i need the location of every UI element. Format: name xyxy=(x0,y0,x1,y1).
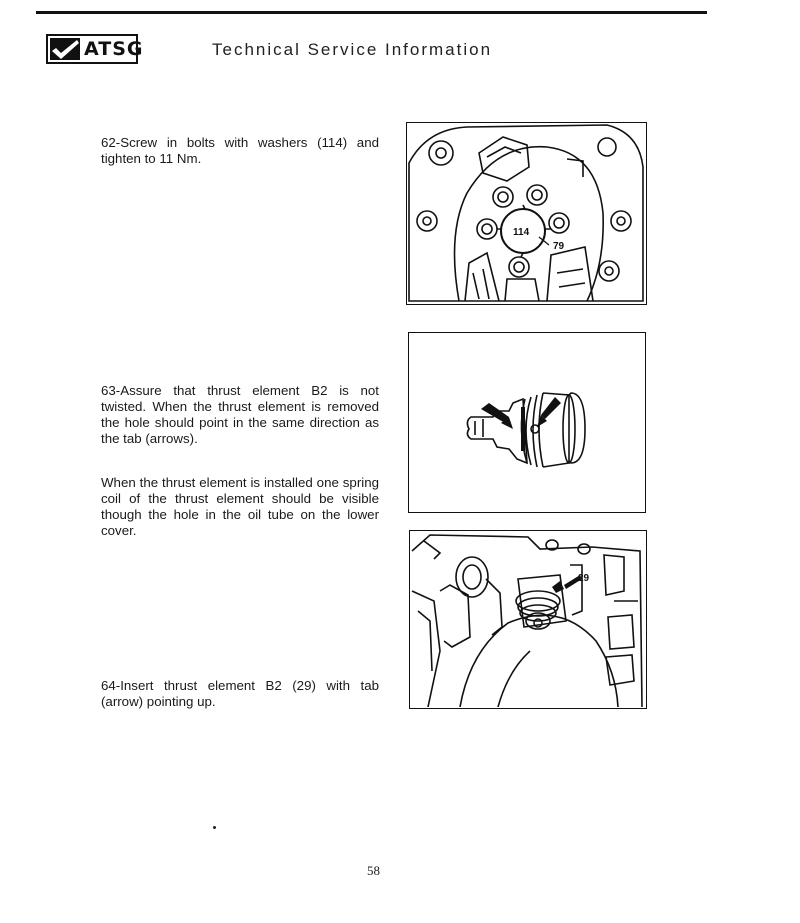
thrust-element-drawing xyxy=(409,333,644,511)
callout-29: 29 xyxy=(578,573,590,584)
figure-thrust-element xyxy=(408,332,646,513)
lower-cover-drawing xyxy=(410,531,645,707)
callout-114: 114 xyxy=(513,227,530,238)
logo-text: ATSG xyxy=(84,37,144,60)
step-63-note-text: When the thrust element is installed one spring coil of the thrust element should be visible though the hole in the oil tube on the lower cover. xyxy=(101,475,379,538)
page-title: Technical Service Information xyxy=(212,40,493,59)
step-62-text: 62-Screw in bolts with washers (114) and tighten to 11 Nm. xyxy=(101,135,379,166)
scan-speck xyxy=(213,826,216,829)
figure-bolts-washers xyxy=(406,122,647,305)
callout-79: 79 xyxy=(553,241,565,252)
housing-drawing xyxy=(407,123,645,303)
checkmark-logo-icon xyxy=(50,38,80,60)
step-64-text: 64-Insert thrust element B2 (29) with tab (arrow) pointing up. xyxy=(101,678,379,709)
header-rule xyxy=(36,11,707,14)
step-63-text: 63-Assure that thrust element B2 is not twisted. When the thrust element is removed the hole should point in the same direction as the tab (arrows). xyxy=(101,383,379,446)
figure-insert-thrust-element xyxy=(409,530,647,709)
atsg-logo xyxy=(46,34,144,64)
page-number: 58 xyxy=(367,863,380,878)
